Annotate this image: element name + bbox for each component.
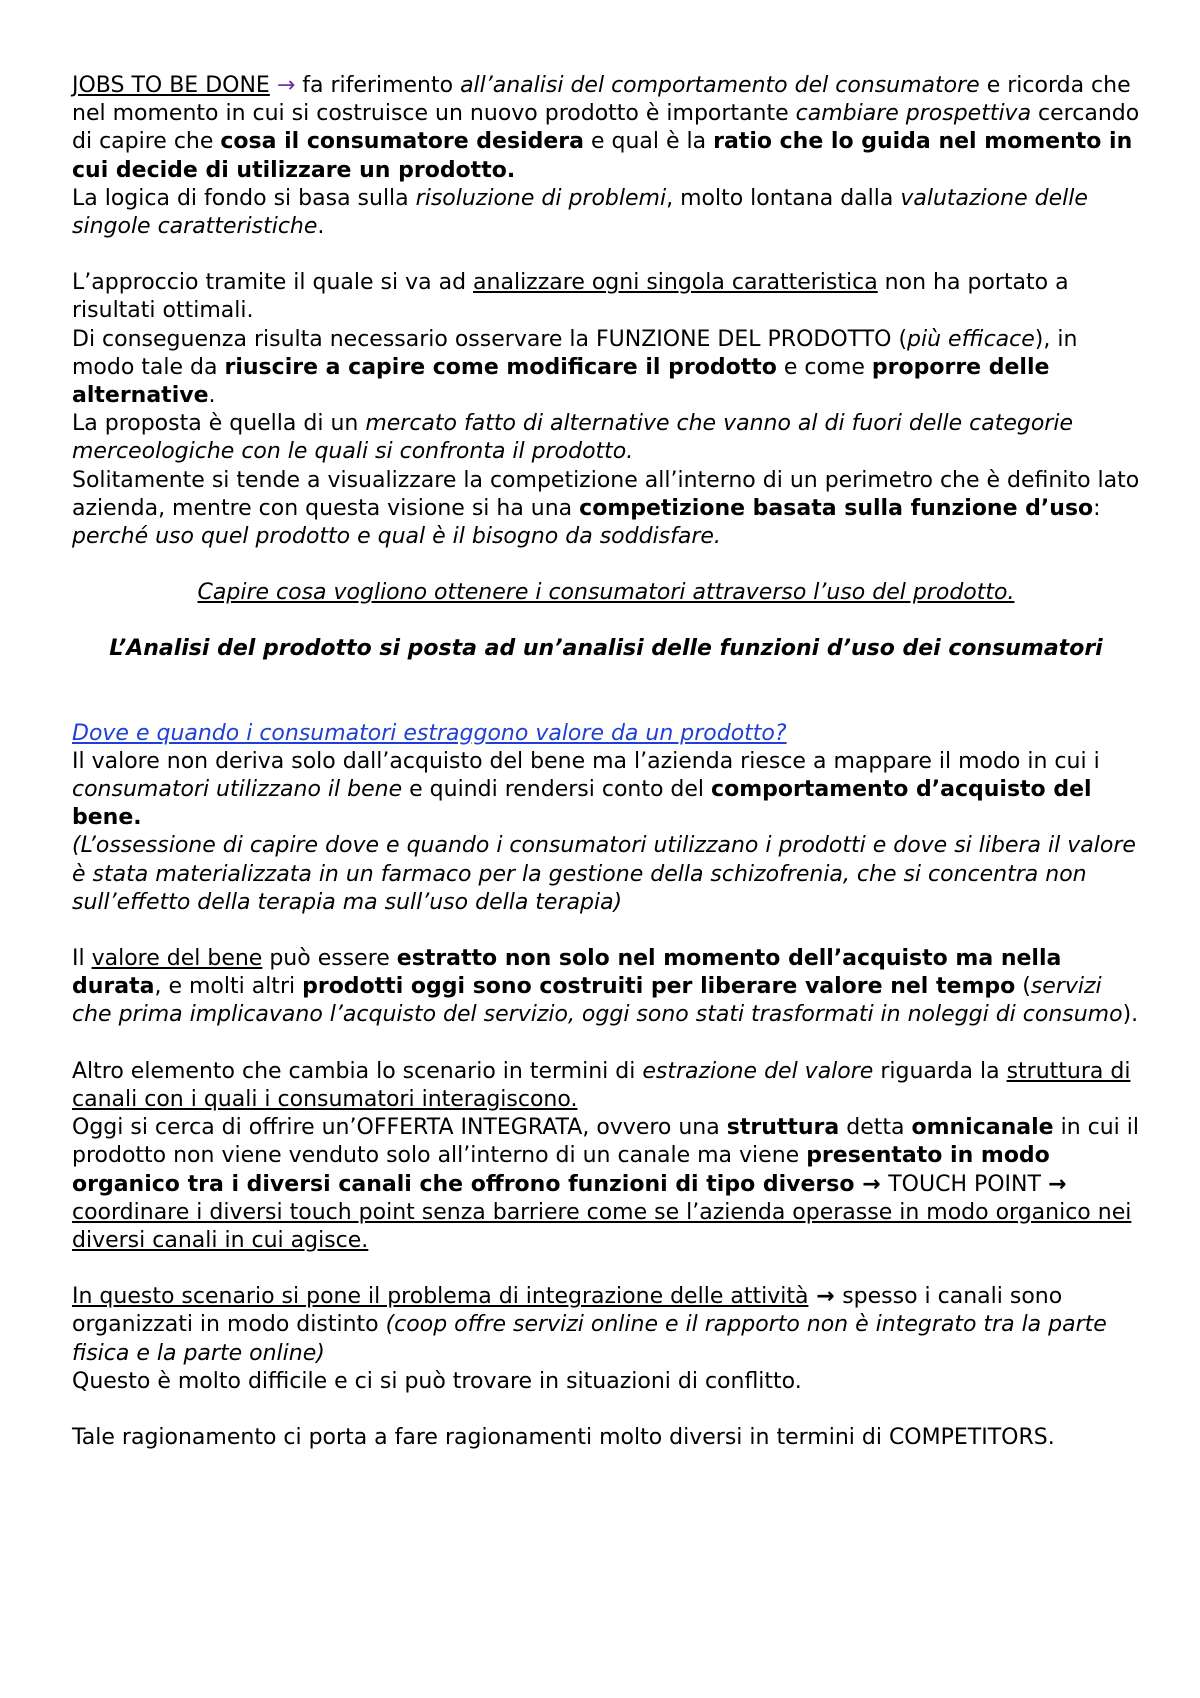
text-span: (L’ossessione di capire dove e quando i consumatori utilizzano i prodotti e dove si libera il valore è stata materializzata in un farmaco per la gestione della schizofrenia, che si concentra non sull’effetto della terapia ma sull’uso della terapia): [72, 833, 1136, 915]
arrow-icon: →: [1047, 1171, 1067, 1197]
text-span: riuscire a capire come modificare il prodotto: [224, 354, 777, 380]
text-span: e quindi rendersi conto del: [402, 777, 712, 803]
text-span: fa riferimento: [295, 73, 461, 98]
paragraph-ossessione: [72, 832, 1140, 917]
spacer: [72, 607, 1140, 635]
text-span: ).: [1122, 1002, 1139, 1028]
paragraph-competitors: [72, 1424, 1140, 1452]
text-span: (: [1015, 974, 1031, 1000]
text-span: più efficace: [907, 326, 1035, 352]
text-span: cambiare prospettiva: [795, 101, 1032, 127]
paragraph-conflitto: [72, 1368, 1140, 1396]
paragraph-funzione-prodotto: [72, 326, 1140, 411]
paragraph-competizione: [72, 467, 1140, 552]
paragraph-offerta-integrata: [72, 1114, 1140, 1255]
text-span: , molto lontana dalla: [666, 185, 901, 211]
paragraph-valore-bene: [72, 945, 1140, 1030]
paragraph-logica: [72, 185, 1140, 241]
text-span: estrazione del valore: [642, 1058, 874, 1084]
text-span: .: [208, 383, 216, 409]
text-span: Il: [72, 946, 92, 972]
arrow-icon: →: [854, 1171, 889, 1197]
text-span: struttura di canali con i quali i consumatori interagiscono.: [72, 1058, 1131, 1112]
text-span: perché uso quel prodotto e qual è il bisogno da soddisfare.: [72, 524, 721, 550]
arrow-icon: →: [808, 1284, 843, 1310]
spacer: [72, 551, 1140, 579]
text-span: proporre delle alternative: [72, 354, 1050, 409]
section-heading: [72, 635, 1140, 663]
text-span: valore del bene: [91, 946, 263, 972]
text-span: valutazione delle singole caratteristiche: [72, 185, 1088, 240]
paragraph-proposta: [72, 410, 1140, 466]
text-span: spesso i canali sono organizzati in modo distinto: [72, 1284, 1063, 1338]
text-span: comportamento d’acquisto del bene.: [72, 777, 1092, 831]
text-span: Tale ragionamento ci porta a fare ragionamenti molto diversi in termini di COMPETITORS.: [72, 1424, 1055, 1450]
arrow-icon: →: [276, 73, 296, 98]
text-span: coordinare i diversi touch point senza barriere come se l’azienda operasse in modo organico nei diversi canali in cui agisce.: [72, 1199, 1132, 1253]
term-jobs-to-be-done: JOBS TO BE DONE: [72, 73, 270, 98]
text-span: omnicanale: [911, 1115, 1054, 1141]
text-span: e ricorda che nel momento in cui si costruisce un nuovo prodotto è importante: [72, 73, 1131, 127]
text-span: struttura: [726, 1115, 840, 1141]
text-span: cercando di capire che: [72, 101, 1140, 155]
text-span: risoluzione di problemi: [415, 185, 667, 211]
centered-statement: [72, 579, 1140, 607]
text-span: può essere: [262, 946, 397, 972]
text-span: La proposta è quella di un: [72, 411, 366, 437]
text-span: riguarda la: [873, 1058, 1007, 1084]
text-span: competizione basata sulla funzione d’uso: [579, 495, 1094, 521]
text-span: :: [1093, 495, 1101, 521]
text-span: .: [317, 214, 325, 240]
text-span: Altro elemento che cambia lo scenario in termini di: [72, 1058, 643, 1084]
text-span: mercato fatto di alternative che vanno al di fuori delle categorie merceologiche con le quali si confronta il prodotto.: [72, 411, 1073, 465]
text-span: servizi che prima implicavano l’acquisto del servizio, oggi sono stati trasformati in noleggi di consumo: [72, 974, 1123, 1028]
text-span: , e molti altri: [154, 974, 303, 1000]
paragraph-jobs-to-be-done: [72, 72, 1140, 185]
spacer: [72, 664, 1140, 720]
text-span: (coop offre servizi online e il rapporto non è integrato tra la parte fisica e la parte online): [72, 1312, 1107, 1366]
paragraph-valore: [72, 748, 1140, 833]
text-span: cosa il consumatore desidera: [220, 129, 584, 155]
text-span: e qual è la: [583, 129, 714, 155]
text-span: presentato in modo organico tra i diversi canali che offrono funzioni di tipo diverso: [72, 1143, 1050, 1197]
text-span: non ha portato a risultati ottimali.: [72, 270, 1069, 324]
text-span: ratio che lo guida nel momento in cui decide di utilizzare un prodotto.: [72, 129, 1133, 183]
text-span: estratto non solo nel momento dell’acquisto ma nella durata: [72, 946, 1062, 1000]
text-span: Oggi si cerca di offrire un’OFFERTA INTEGRATA, ovvero una: [72, 1115, 727, 1141]
text-span: analizzare ogni singola caratteristica: [473, 270, 878, 296]
text-span: L’approccio tramite il quale si va ad: [72, 270, 474, 296]
text-span: Di conseguenza risulta necessario osservare la FUNZIONE DEL PRODOTTO (: [72, 326, 908, 352]
spacer: [72, 1396, 1140, 1424]
spacer: [72, 241, 1140, 269]
question-link[interactable]: Dove e quando i consumatori estraggono valore da un prodotto?: [72, 720, 787, 746]
spacer: [72, 917, 1140, 945]
text-span: Questo è molto difficile e ci si può trovare in situazioni di conflitto.: [72, 1368, 802, 1394]
text-span: Il valore non deriva solo dall’acquisto del bene ma l’azienda riesce a mappare il modo in cui i: [72, 748, 1100, 774]
paragraph-altro-elemento: [72, 1058, 1140, 1114]
question-heading: [72, 720, 1140, 748]
text-span: e come: [776, 354, 872, 380]
paragraph-scenario: [72, 1283, 1140, 1368]
paragraph-approccio: [72, 269, 1140, 325]
text-span: all’analisi del comportamento del consumatore: [460, 73, 980, 98]
text-span: Solitamente si tende a visualizzare la competizione all’interno di un perimetro che è definito lato azienda, mentre con questa visione si ha una: [72, 467, 1140, 521]
text-span: Capire cosa vogliono ottenere i consumatori attraverso l’uso del prodotto.: [197, 580, 1015, 606]
text-span: ), in modo tale da: [72, 326, 1078, 380]
spacer: [72, 1255, 1140, 1283]
text-span: detta: [839, 1115, 912, 1141]
text-span: La logica di fondo si basa sulla: [72, 185, 416, 211]
text-span: consumatori utilizzano il bene: [72, 777, 403, 803]
text-span: prodotti oggi sono costruiti per liberare valore nel tempo: [302, 974, 1016, 1000]
text-span: L’Analisi del prodotto si posta ad un’analisi delle funzioni d’uso dei consumatori: [109, 636, 1103, 662]
text-span: In questo scenario si pone il problema di integrazione delle attività: [72, 1284, 809, 1310]
spacer: [72, 1030, 1140, 1058]
text-span: TOUCH POINT: [888, 1171, 1048, 1197]
text-span: in cui il prodotto non viene venduto solo all’interno di un canale ma viene: [72, 1115, 1140, 1169]
